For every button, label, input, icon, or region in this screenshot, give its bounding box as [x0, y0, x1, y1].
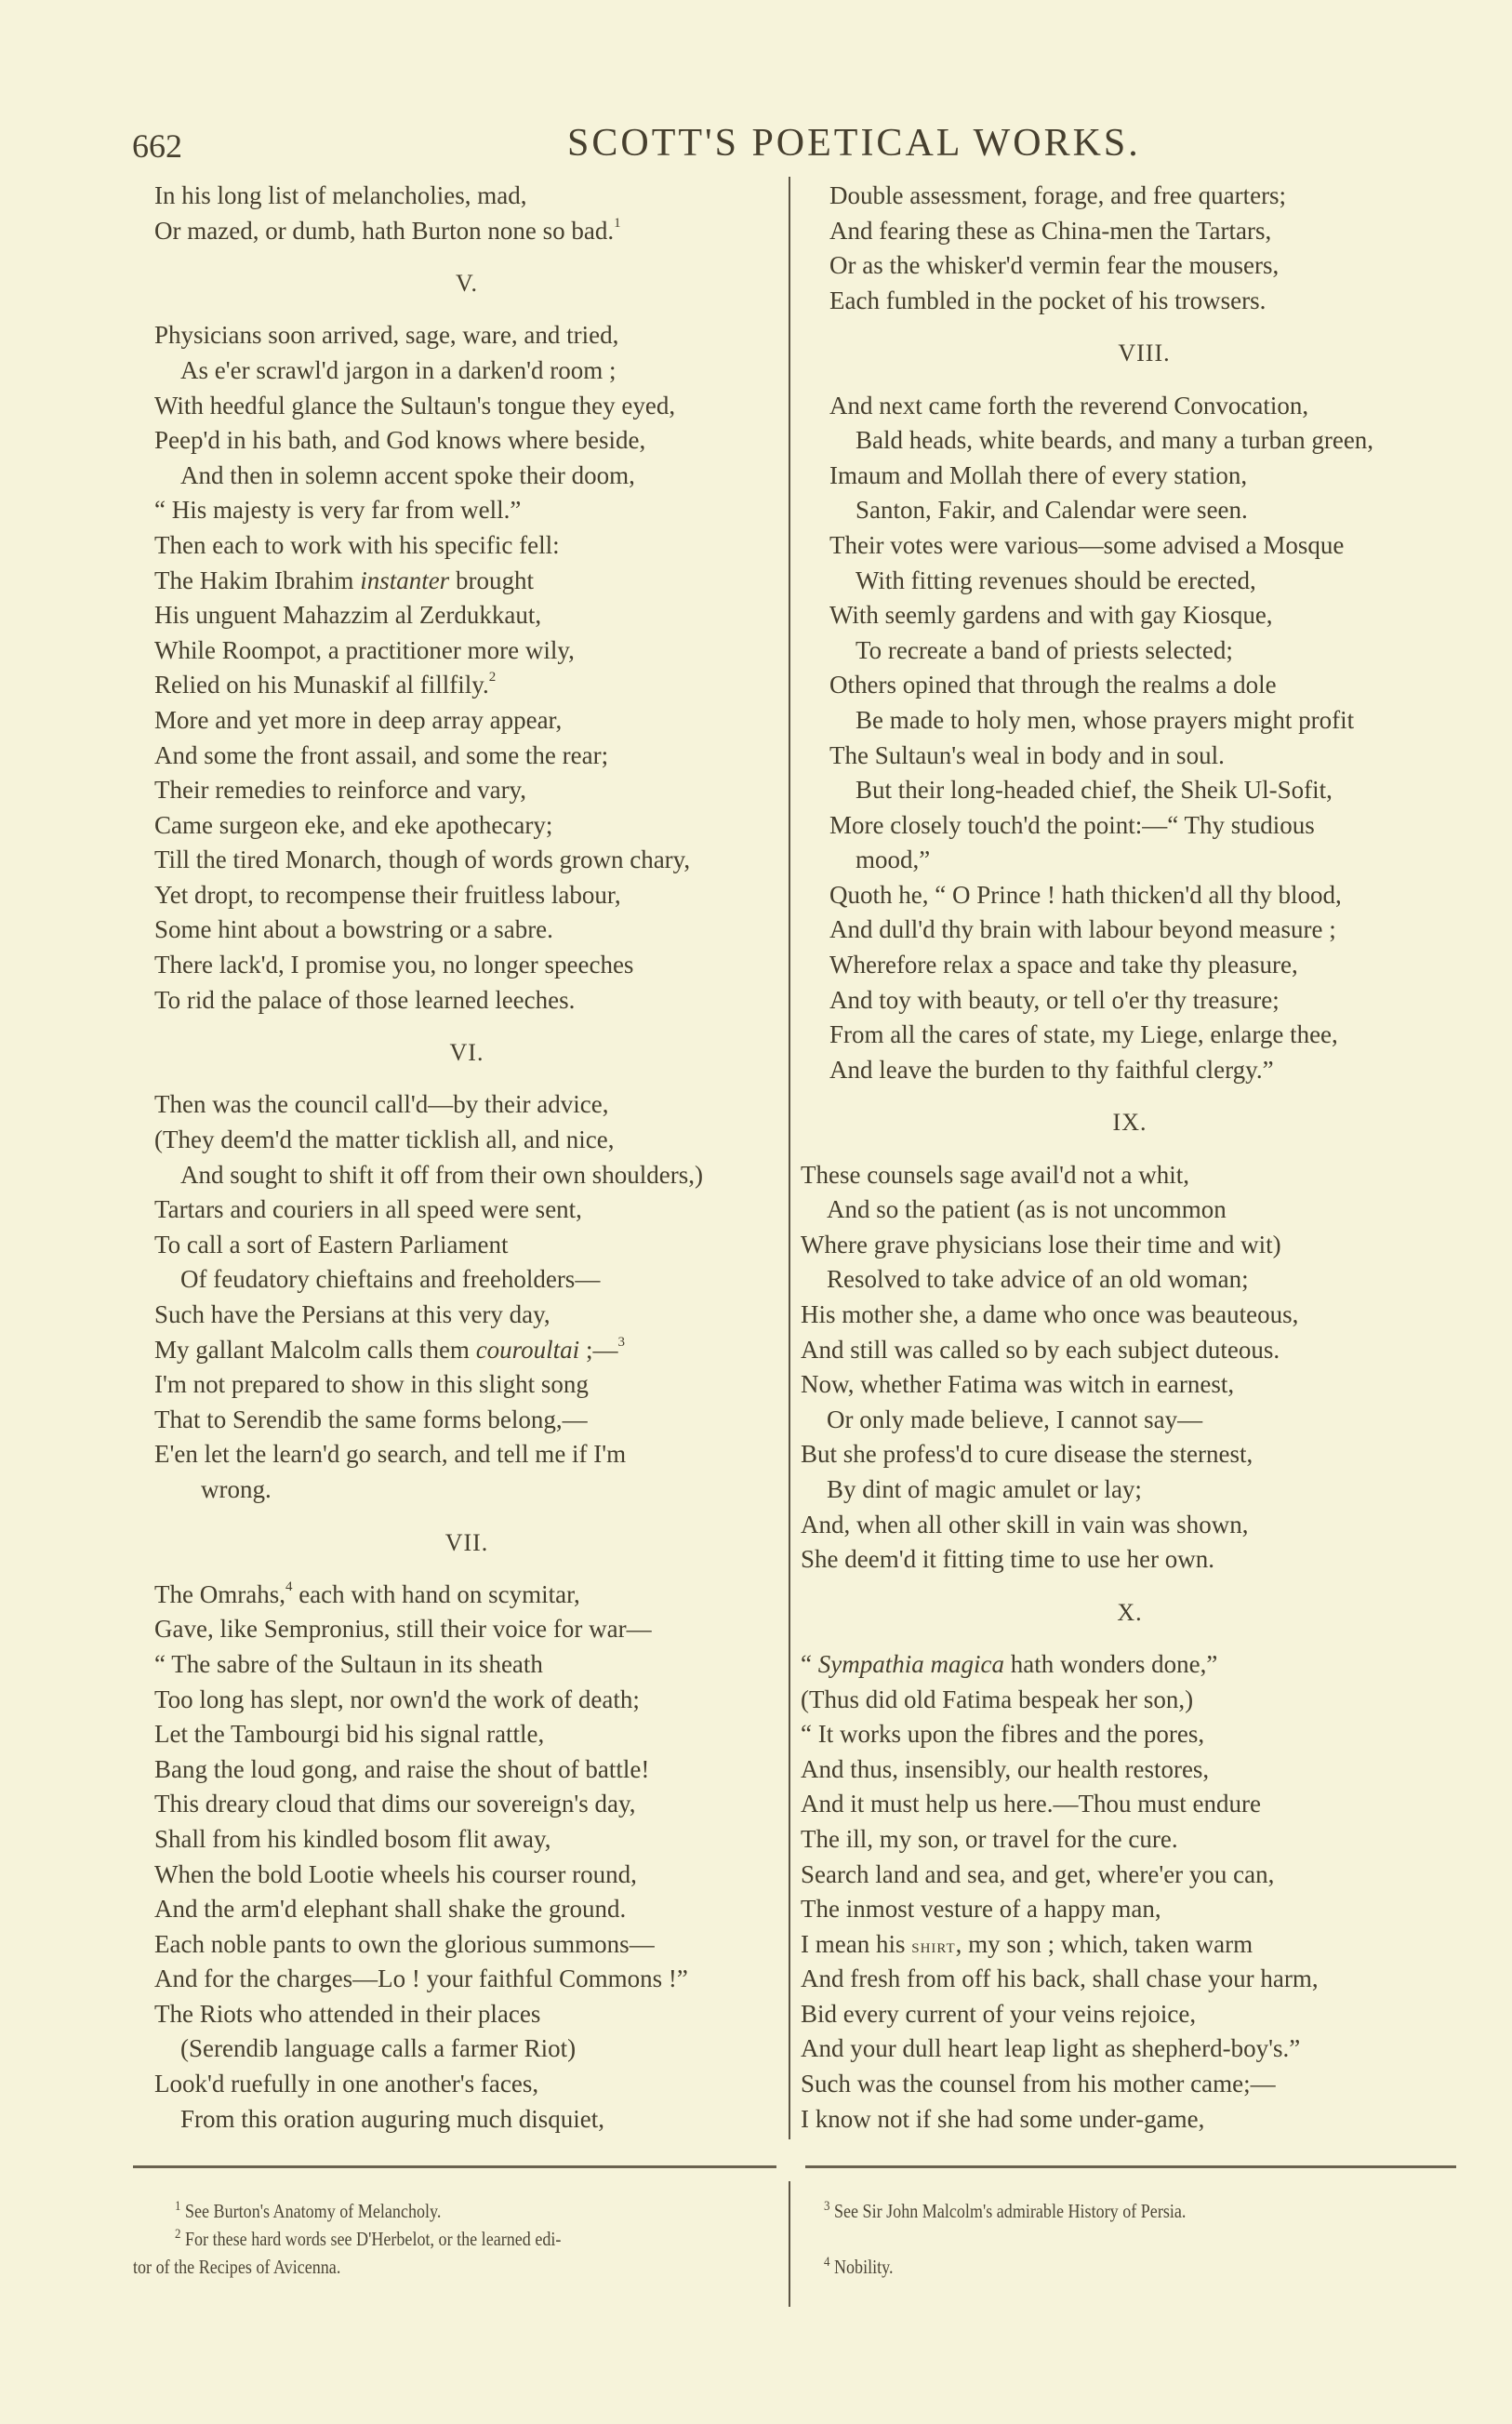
verse-line: Double assessment, forage, and free quarters; — [829, 181, 1287, 209]
running-head-title: SCOTT'S POETICAL WORKS. — [567, 122, 1141, 165]
poem-section — [154, 1018, 779, 1507]
verse-line — [801, 1647, 1459, 1683]
verse-line — [154, 1578, 779, 1613]
verse-line: When the bold Lootie wheels his courser round, — [154, 1859, 637, 1888]
verse-line: And toy with beauty, or tell o'er thy treasure; — [829, 985, 1280, 1014]
verse-line: And next came forth the reverend Convocation, — [829, 391, 1309, 420]
verse-text: shirt — [911, 1933, 956, 1957]
verse-line: And then in solemn accent spoke their doom, — [180, 460, 635, 489]
verse-line: This dreary cloud that dims our sovereign's day, — [154, 1790, 636, 1818]
right-column — [801, 179, 1459, 2137]
verse-line: Such have the Persians at this very day, — [154, 1300, 550, 1328]
verse-line: Gave, like Sempronius, still their voice for war— — [154, 1615, 652, 1644]
verse-text: brought — [449, 566, 534, 594]
footnote-3 — [824, 2197, 1245, 2225]
footnote-marker: 3 — [824, 2199, 830, 2214]
verse-line — [801, 1927, 1459, 1963]
verse-text: hath wonders done,” — [1003, 1649, 1218, 1678]
footnote-text: For these hard words see D'Herbelot, or the learned edi- — [184, 2228, 562, 2250]
verse-line: Peep'd in his bath, and God knows where beside, — [154, 426, 646, 455]
verse-line: Then each to work with his specific fell: — [154, 530, 560, 559]
footnote-marker: 4 — [824, 2255, 830, 2270]
poem-section — [154, 1508, 779, 2138]
verse-line — [154, 1333, 779, 1368]
verse-line: Wherefore relax a space and take thy pleasure, — [829, 951, 1298, 979]
verse-line: Quoth he, “ O Prince ! hath thicken'd all thy blood, — [829, 880, 1342, 909]
footnote-reference: 2 — [488, 670, 497, 686]
verse-text: Or mazed, or dumb, hath Burton none so bad. — [154, 216, 615, 245]
footnote-reference: 1 — [614, 215, 621, 231]
footnote-2 — [175, 2225, 624, 2253]
verse-text: , my son ; which, taken warm — [955, 1929, 1253, 1958]
verse-line: Their votes were various—some advised a Mosque — [829, 530, 1345, 559]
verse-line: Be made to holy men, whose prayers might profit — [855, 705, 1355, 734]
section-heading: VI. — [449, 1039, 484, 1067]
verse-line: Too long has slept, nor own'd the work of death; — [154, 1685, 640, 1713]
poem-section — [801, 179, 1459, 318]
verse-text: ;— — [579, 1335, 618, 1364]
verse-text: Sympathia magica — [817, 1649, 1004, 1678]
left-column — [154, 179, 779, 2137]
verse-text: I mean his — [801, 1929, 912, 1958]
section-heading: V. — [456, 270, 478, 298]
section-heading: IX. — [1112, 1109, 1147, 1137]
verse-line: And your dull heart leap light as shepherd-boy's.” — [801, 2034, 1301, 2063]
verse-line: But she profess'd to cure disease the sternest, — [801, 1440, 1253, 1469]
verse-line: Then was the council call'd—by their advice, — [154, 1090, 609, 1119]
poem-section — [801, 1087, 1459, 1577]
footnote-4 — [824, 2253, 905, 2281]
verse-line: (Thus did old Fatima bespeak her son,) — [801, 1685, 1194, 1713]
verse-line: “ It works upon the fibres and the pores, — [801, 1720, 1205, 1749]
verse-line: Others opined that through the realms a dole — [829, 671, 1277, 699]
poem-section — [154, 248, 779, 1018]
verse-line: And the arm'd elephant shall shake the ground. — [154, 1895, 627, 1924]
verse-text: The Omrahs, — [154, 1579, 285, 1608]
verse-line: The Riots who attended in their places — [154, 1999, 541, 2028]
verse-line: And it must help us here.—Thou must endure — [801, 1790, 1261, 1818]
section-heading: VIII. — [1118, 340, 1171, 367]
verse-line: And sought to shift it off from their own shoulders,) — [180, 1160, 703, 1189]
verse-line: More and yet more in deep array appear, — [154, 705, 563, 734]
verse-line: “ The sabre of the Sultaun in its sheath — [154, 1649, 543, 1678]
verse-line: Came surgeon eke, and eke apothecary; — [154, 810, 553, 839]
verse-line: And so the patient (as is not uncommon — [827, 1195, 1227, 1224]
verse-text: each with hand on scymitar, — [292, 1579, 580, 1608]
verse-line: “ His majesty is very far from well.” — [154, 496, 522, 525]
verse-line: And leave the burden to thy faithful clergy.” — [829, 1055, 1274, 1084]
verse-line: These counsels sage avail'd not a whit, — [801, 1160, 1189, 1189]
footnote-text: See Burton's Anatomy of Melancholy. — [184, 2200, 442, 2222]
verse-line — [154, 668, 779, 703]
verse-line: Their remedies to reinforce and vary, — [154, 776, 527, 805]
verse-line: His unguent Mahazzim al Zerdukkaut, — [154, 601, 542, 630]
verse-line — [154, 564, 779, 599]
verse-line: I know not if she had some under-game, — [801, 2104, 1205, 2133]
verse-line: I'm not prepared to show in this slight song — [154, 1370, 589, 1399]
verse-line: The Sultaun's weal in body and in soul. — [829, 740, 1225, 769]
verse-line: From all the cares of state, my Liege, enlarge thee, — [829, 1020, 1338, 1049]
column-divider — [789, 177, 790, 2139]
verse-line: That to Serendib the same forms belong,— — [154, 1405, 588, 1433]
verse-line: Look'd ruefully in one another's faces, — [154, 2070, 539, 2098]
verse-line: Physicians soon arrived, sage, ware, and tried, — [154, 321, 619, 350]
verse-line: There lack'd, I promise you, no longer speeches — [154, 951, 634, 979]
verse-line: Or as the whisker'd vermin fear the mousers, — [829, 251, 1280, 280]
verse-line: More closely touch'd the point:—“ Thy studious — [829, 810, 1315, 839]
verse-line: And fearing these as China-men the Tartars, — [829, 216, 1272, 245]
verse-line: From this oration auguring much disquiet, — [180, 2104, 604, 2133]
footnote-rule-left — [133, 2165, 776, 2168]
verse-line: And for the charges—Lo ! your faithful Commons !” — [154, 1965, 688, 1993]
verse-line: And still was called so by each subject duteous. — [801, 1335, 1280, 1364]
verse-line — [154, 214, 779, 249]
footnote-rule-right — [805, 2165, 1456, 2168]
verse-line: Where grave physicians lose their time and wit) — [801, 1230, 1281, 1259]
verse-line: Now, whether Fatima was witch in earnest, — [801, 1370, 1235, 1399]
section-heading: VII. — [444, 1528, 489, 1556]
verse-line: Bang the loud gong, and raise the shout of battle! — [154, 1754, 650, 1783]
verse-line: To call a sort of Eastern Parliament — [154, 1230, 509, 1259]
verse-line: And dull'd thy brain with labour beyond measure ; — [829, 915, 1336, 944]
verse-line: And some the front assail, and some the rear; — [154, 740, 609, 769]
footnote-reference: 4 — [285, 1578, 293, 1594]
section-heading: X. — [1117, 1598, 1143, 1626]
verse-line: While Roompot, a practitioner more wily, — [154, 635, 575, 664]
footnote-text: See Sir John Malcolm's admirable History of Persia. — [833, 2200, 1187, 2222]
verse-line: Some hint about a bowstring or a sabre. — [154, 915, 553, 944]
verse-line: With heedful glance the Sultaun's tongue they eyed, — [154, 391, 676, 420]
verse-line: She deem'd it fitting time to use her own. — [801, 1545, 1215, 1574]
verse-line: Of feudatory chieftains and freeholders— — [180, 1265, 601, 1294]
verse-line: Shall from his kindled bosom flit away, — [154, 1824, 551, 1853]
verse-line: Let the Tambourgi bid his signal rattle, — [154, 1720, 545, 1749]
page-number: 662 — [132, 127, 182, 165]
verse-line: Such was the counsel from his mother came;— — [801, 2070, 1276, 2098]
verse-line: In his long list of melancholies, mad, — [154, 181, 527, 209]
verse-line: (They deem'd the matter ticklish all, and nice, — [154, 1125, 615, 1154]
verse-line: Or only made believe, I cannot say— — [827, 1405, 1203, 1433]
verse-line: Each noble pants to own the glorious summons— — [154, 1929, 655, 1958]
verse-line: Bald heads, white beards, and many a turban green, — [855, 426, 1374, 455]
verse-line: Till the tired Monarch, though of words grown chary, — [154, 846, 691, 874]
verse-line: As e'er scrawl'd jargon in a darken'd room ; — [180, 355, 617, 384]
footnote-marker: 2 — [175, 2227, 181, 2242]
verse-line: Search land and sea, and get, where'er you can, — [801, 1859, 1275, 1888]
verse-text: “ — [801, 1649, 818, 1678]
verse-line: His mother she, a dame who once was beauteous, — [801, 1300, 1299, 1328]
verse-line: mood,” — [855, 846, 931, 874]
poem-section — [801, 318, 1459, 1087]
verse-line: Resolved to take advice of an old woman; — [827, 1265, 1249, 1294]
footnote-column-divider — [789, 2181, 790, 2307]
poem-section — [154, 179, 779, 248]
verse-line: wrong. — [201, 1474, 272, 1503]
footnote-reference: 3 — [617, 1334, 625, 1350]
footnote-2-continued: tor of the Recipes of Avicenna. — [133, 2256, 341, 2278]
verse-line: And fresh from off his back, shall chase your harm, — [801, 1965, 1319, 1993]
verse-line: Yet dropt, to recompense their fruitless labour, — [154, 880, 621, 909]
verse-line: By dint of magic amulet or lay; — [827, 1474, 1142, 1503]
verse-text: My gallant Malcolm calls them — [154, 1335, 476, 1364]
verse-line: With seemly gardens and with gay Kiosque, — [829, 601, 1273, 630]
verse-text: Relied on his Munaskif al fillfily. — [154, 671, 489, 699]
verse-text: couroultai — [475, 1335, 580, 1364]
verse-line: (Serendib language calls a farmer Riot) — [180, 2034, 577, 2063]
footnote-text: Nobility. — [833, 2256, 894, 2278]
verse-line: The inmost vesture of a happy man, — [801, 1895, 1161, 1924]
verse-line: Tartars and couriers in all speed were sent, — [154, 1195, 582, 1224]
footnote-marker: 1 — [175, 2199, 181, 2214]
verse-line: Santon, Fakir, and Calendar were seen. — [855, 496, 1248, 525]
verse-text: instanter — [360, 566, 450, 594]
verse-line: And, when all other skill in vain was shown, — [801, 1510, 1249, 1538]
footnote-1 — [175, 2197, 484, 2225]
verse-line: To recreate a band of priests selected; — [855, 635, 1233, 664]
verse-line: And thus, insensibly, our health restores, — [801, 1754, 1210, 1783]
verse-line: To rid the palace of those learned leeches. — [154, 985, 576, 1014]
verse-text: The Hakim Ibrahim — [154, 566, 361, 594]
verse-line: With fitting revenues should be erected, — [855, 566, 1256, 594]
poem-section — [801, 1578, 1459, 2138]
verse-line: But their long-headed chief, the Sheik Ul-Sofit, — [855, 776, 1333, 805]
verse-line: E'en let the learn'd go search, and tell me if I'm — [154, 1440, 627, 1469]
verse-line: Bid every current of your veins rejoice, — [801, 1999, 1197, 2028]
verse-line: Imaum and Mollah there of every station, — [829, 460, 1248, 489]
verse-line: The ill, my son, or travel for the cure. — [801, 1824, 1178, 1853]
verse-line: Each fumbled in the pocket of his trowsers. — [829, 286, 1267, 314]
